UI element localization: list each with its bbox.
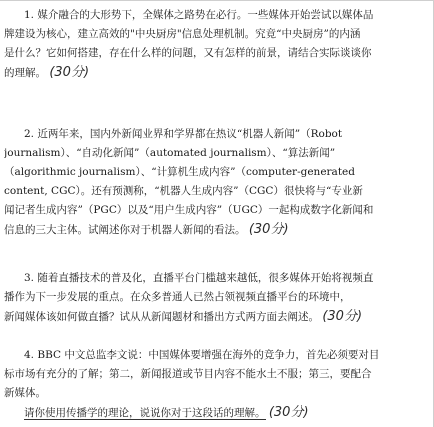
question-3-line-2: 播作为下一步发展的重点。在众多普通人已然占领视频直播平台的环境中， xyxy=(4,291,351,303)
handwritten-score-4: (30分) xyxy=(268,405,309,420)
question-3-text-end: 新闻媒体该如何做直播？试从从新闻题材和播出方式两方面去阐述。 xyxy=(4,311,319,323)
question-2 xyxy=(4,125,430,239)
question-2-line-5: 闻记者生成内容”（PGC）以及“用户生成内容”（UGC）一起构成数字化新闻和 xyxy=(4,204,374,216)
question-2-line-1: 2. 近两年来，国内外新闻业界和学界都在热议“机器人新闻”（Robot xyxy=(24,128,343,140)
question-2-text-end: 信息的三大主体。试阐述你对于机器人新闻的看法。 xyxy=(4,224,246,236)
question-4-line-3: 新媒体。 xyxy=(4,387,46,399)
question-3 xyxy=(4,269,430,326)
question-4-prompt: 请你使用传播学的理论，说说你对于这段话的理解。 xyxy=(24,407,266,419)
question-4-line-1: 4. BBC 中文总监李文说：中国媒体要增强在海外的竞争力，首先必须要对目 xyxy=(24,349,380,361)
question-3-line-3 xyxy=(4,307,430,326)
handwritten-score-3: (30分) xyxy=(322,309,363,324)
question-2-line-4: content, CGC）。还有预测称，“机器人生成内容”（CGC）很快将与“专业新 xyxy=(4,185,363,197)
question-1 xyxy=(4,6,430,82)
question-1-text-end: 的理解。 xyxy=(4,67,46,79)
top-border xyxy=(0,0,434,1)
question-3-line-1: 3. 随着直播技术的普及化，直播平台门槛越来越低，很多媒体开始将视频直 xyxy=(24,272,374,284)
question-4-line-4 xyxy=(4,403,430,422)
question-2-line-6 xyxy=(4,220,430,239)
question-1-line-2: 牌建设为核心，建立高效的"中央厨房"信息处理机制。究竟“中央厨房”的内涵 xyxy=(4,28,361,40)
question-1-line-1: 1. 媒介融合的大形势下，全媒体之路势在必行。一些媒体开始尝试以媒体品 xyxy=(24,9,374,21)
question-4-line-2: 标市场有充分的了解；第二，新闻报道或节目内容不能水土不服；第三，要配合 xyxy=(4,368,372,380)
question-2-line-2: journalism）、“自动化新闻”（automated journalism）、“算法新闻” xyxy=(4,147,336,159)
question-4 xyxy=(4,346,430,422)
question-1-line-3: 是什么？它如何搭建，存在什么样的问题，又有怎样的前景，请结合实际谈谈你 xyxy=(4,47,372,59)
question-1-line-4 xyxy=(4,63,430,82)
handwritten-score-2: (30分) xyxy=(248,222,289,237)
handwritten-score-1: (30分) xyxy=(49,65,90,80)
question-2-line-3: （algorithmic journalism）、“计算机生成内容”（computer-generated xyxy=(4,166,355,178)
